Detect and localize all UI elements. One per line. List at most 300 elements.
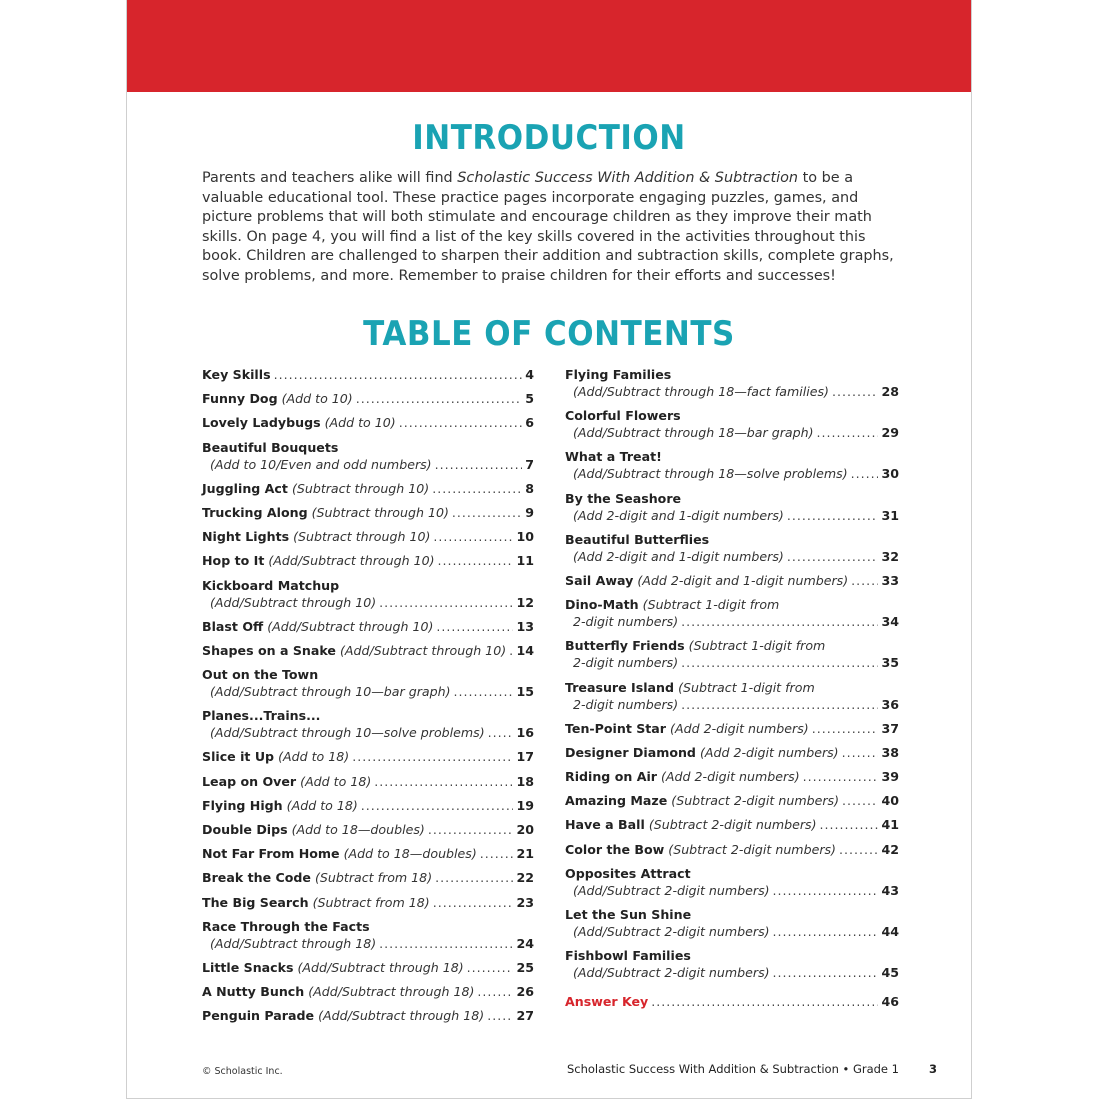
toc-entry-skill: (Add to 18) (286, 797, 358, 813)
leader-dots (436, 618, 513, 635)
toc-entry-skill: (Add/Subtract 2-digit numbers) (573, 882, 770, 898)
toc-entry-line (565, 768, 899, 785)
leader-dots (773, 882, 879, 899)
answer-key-title: Answer Key (565, 994, 649, 1010)
toc-entry-skill: (Add/Subtract through 18—fact families) (573, 384, 829, 399)
leader-dots (433, 894, 514, 911)
toc-entry-line (202, 707, 534, 724)
toc-entry (202, 642, 534, 659)
toc-entry-line (202, 439, 534, 456)
toc-entry-title-group (202, 439, 338, 456)
toc-entry (202, 748, 534, 765)
toc-entry-line (565, 448, 899, 465)
intro-text-start: Parents and teachers alike will find (202, 170, 458, 186)
toc-entry-title: Lovely Ladybugs (202, 415, 321, 431)
page-number: 3 (928, 1062, 937, 1076)
toc-entry-title: Kickboard Matchup (202, 577, 340, 593)
toc-entry-skill: 2-digit numbers) (573, 614, 679, 630)
toc-entry (565, 947, 899, 981)
toc-entry-line (202, 390, 534, 407)
toc-entry (202, 959, 534, 976)
toc-entry (202, 983, 534, 1000)
toc-entry-title-group (202, 504, 449, 521)
leader-dots (651, 993, 878, 1010)
toc-entry (565, 792, 899, 809)
toc-entry (202, 797, 534, 814)
toc-entry-title-group (565, 947, 691, 964)
toc-entry-title: Designer Diamond (565, 744, 696, 760)
toc-entry-skill: (Add/Subtract through 10—bar graph) (210, 684, 451, 700)
toc-entry (565, 768, 899, 785)
toc-entry-line (202, 797, 534, 814)
page-footer (567, 1062, 937, 1076)
toc-entry-line (202, 918, 534, 935)
toc-entry-title-group (565, 531, 709, 548)
toc-entry-title-group (202, 552, 435, 569)
toc-entry-title: Riding on Air (565, 769, 657, 785)
toc-entry-page: 4 (525, 367, 534, 382)
toc-entry-line (202, 666, 534, 683)
leader-dots (428, 821, 514, 838)
toc-entry-page: 28 (881, 384, 899, 399)
toc-entry-skill: (Subtract 2-digit numbers) (668, 841, 836, 857)
toc-entry-skill: (Add/Subtract through 18) (210, 935, 377, 951)
toc-entry-title-group (565, 744, 839, 761)
toc-entry-page: 8 (525, 480, 534, 496)
leader-dots (509, 642, 513, 659)
toc-entry-page: 23 (516, 894, 534, 910)
leader-dots (816, 424, 878, 441)
toc-entry (202, 773, 534, 790)
leader-dots (435, 456, 523, 473)
book-page (126, 0, 972, 1099)
toc-entry (565, 637, 899, 671)
toc-entry-line (202, 577, 534, 594)
toc-entry-title: Flying High (202, 797, 283, 813)
leader-dots (787, 548, 879, 565)
toc-entry-title-group (202, 414, 396, 431)
toc-entry-skill: (Subtract 2-digit numbers) (648, 817, 817, 833)
toc-entry-title: Double Dips (202, 822, 288, 837)
leader-dots (352, 748, 513, 765)
toc-entry-page: 6 (525, 415, 534, 431)
toc-entry (202, 390, 534, 407)
toc-entry-title: Dino-Math (565, 597, 639, 613)
toc-entry (202, 366, 534, 383)
toc-entry-skill: (Subtract 1-digit from (688, 638, 826, 654)
toc-entry-page: 21 (516, 846, 534, 862)
leader-dots (851, 465, 879, 482)
leader-dots (477, 983, 513, 1000)
toc-entry-line (565, 841, 899, 858)
toc-entry-line (202, 935, 534, 952)
toc-entry-skill: 2-digit numbers) (573, 696, 679, 712)
toc-entry-line (565, 654, 899, 671)
toc-entry-title-group (565, 572, 848, 589)
toc-entry-page: 9 (525, 504, 534, 520)
leader-dots (432, 480, 522, 497)
toc-entry-line (565, 531, 899, 548)
leader-dots (435, 869, 513, 886)
toc-entry-line (565, 816, 899, 833)
toc-entry-line (202, 366, 534, 383)
toc-entry-line (202, 414, 534, 431)
toc-entry-page: 11 (516, 553, 534, 569)
toc-entry-title-group (202, 983, 474, 1000)
toc-entry-title: By the Seashore (565, 490, 682, 506)
leader-dots (832, 383, 879, 400)
toc-entry-title-group (202, 845, 477, 862)
toc-entry-page: 14 (516, 642, 534, 658)
toc-entry-skill: (Add to 10) (324, 415, 396, 431)
toc-entry-line (565, 407, 899, 424)
toc-entry-line (202, 528, 534, 545)
toc-entry (565, 816, 899, 833)
leader-dots (361, 797, 514, 814)
toc-entry-line (565, 366, 899, 383)
toc-entry-title-group (202, 366, 271, 383)
copyright-text: © Scholastic Inc. (202, 1066, 283, 1077)
toc-entry (202, 528, 534, 545)
toc-entry (202, 918, 534, 952)
toc-entry-title: Key Skills (202, 367, 271, 382)
toc-entry-title-group (565, 816, 817, 833)
toc-entry-title: Slice it Up (202, 749, 275, 765)
leader-dots (487, 1007, 513, 1024)
toc-entry-title-group (565, 768, 800, 785)
toc-entry-skill: (Add/Subtract 2-digit numbers) (573, 965, 770, 981)
toc-entry-title: Leap on Over (202, 773, 297, 789)
toc-entry-title: Shapes on a Snake (202, 642, 336, 658)
toc-entry (202, 577, 534, 611)
toc-entry-line (202, 869, 534, 886)
leader-dots (467, 959, 514, 976)
toc-entry-title-group (202, 869, 432, 886)
toc-entry (565, 720, 899, 737)
toc-entry-skill: (Subtract through 10) (291, 480, 430, 496)
toc-entry-skill: (Add to 18) (300, 773, 372, 789)
introduction-heading: INTRODUCTION (412, 118, 686, 158)
toc-entry (202, 480, 534, 497)
toc-entry-title: Little Snacks (202, 959, 294, 975)
toc-entry-title-group (565, 366, 671, 383)
leader-dots (803, 768, 879, 785)
toc-entry-skill: (Subtract from 18) (312, 894, 430, 910)
toc-entry-line (202, 456, 534, 473)
leader-dots (681, 654, 878, 671)
toc-entry (565, 572, 899, 589)
toc-entry-title-group (202, 918, 370, 935)
toc-entry-page: 41 (881, 817, 899, 833)
toc-entry-skill: (Add/Subtract through 18—solve problems) (573, 466, 848, 482)
toc-left-column (202, 366, 534, 1032)
toc-entry-line (202, 642, 534, 659)
toc-entry (565, 841, 899, 858)
leader-dots (453, 683, 513, 700)
toc-entry-skill: (Add 2-digit and 1-digit numbers) (573, 548, 784, 564)
toc-entry-title: Let the Sun Shine (565, 907, 692, 922)
toc-entry-title-group (565, 792, 839, 809)
toc-entry (202, 504, 534, 521)
toc-entry-page: 7 (525, 456, 534, 472)
toc-entry-title: Break the Code (202, 870, 311, 886)
toc-entry-skill: (Add to 10) (281, 391, 353, 407)
leader-dots (851, 572, 878, 589)
toc-entry-title-group (565, 679, 815, 696)
toc-entry-line (202, 748, 534, 765)
toc-entry-line (202, 773, 534, 790)
toc-entry-page: 16 (516, 725, 534, 741)
toc-entry-page: 30 (881, 466, 899, 482)
toc-entry-title: Juggling Act (202, 480, 288, 496)
toc-entry-title: Out on the Town (202, 667, 319, 683)
toc-entry-line (565, 964, 899, 981)
introduction-paragraph (202, 169, 902, 286)
leader-dots (379, 594, 513, 611)
toc-entry-line (565, 507, 899, 524)
answer-key-page: 46 (881, 994, 899, 1010)
leader-dots (842, 792, 878, 809)
toc-entry-page: 39 (881, 769, 899, 785)
answer-key-entry (565, 993, 899, 1010)
toc-entry-skill: (Subtract 2-digit numbers) (671, 793, 839, 809)
toc-entry-line (202, 683, 534, 700)
toc-entry-title-group (202, 707, 320, 724)
toc-entry-page: 12 (516, 594, 534, 610)
toc-entry-title: Beautiful Butterflies (565, 531, 710, 547)
toc-entry-page: 35 (881, 655, 899, 671)
toc-entry-title: Race Through the Facts (202, 918, 370, 934)
leader-dots (274, 366, 523, 383)
toc-entry-title-group (202, 959, 464, 976)
toc-entry-line (565, 720, 899, 737)
toc-entry-title: The Big Search (202, 894, 309, 910)
toc-entry-line (202, 894, 534, 911)
toc-entry-page: 38 (881, 744, 899, 760)
toc-entry-line (565, 465, 899, 482)
leader-dots (787, 507, 879, 524)
leader-dots (681, 613, 878, 630)
toc-entry-line (565, 596, 899, 613)
toc-entry-skill: (Add to 18) (278, 749, 350, 765)
toc-entry-line (565, 792, 899, 809)
toc-entry-page: 33 (881, 572, 899, 588)
toc-entry-title: Not Far From Home (202, 846, 340, 862)
toc-entry-title: Amazing Maze (565, 793, 668, 809)
leader-dots (438, 552, 514, 569)
toc-entry-skill: (Add/Subtract through 18—bar graph) (573, 425, 814, 441)
toc-entry-page: 42 (881, 841, 899, 857)
toc-entry-line (202, 504, 534, 521)
toc-entry-title: Sail Away (565, 572, 634, 588)
leader-dots (399, 414, 523, 431)
leader-dots (374, 773, 513, 790)
toc-entry-line (202, 845, 534, 862)
toc-entry-line (565, 613, 899, 630)
toc-entry-skill: (Subtract from 18) (315, 870, 433, 886)
toc-entry-page: 43 (881, 882, 899, 898)
toc-entry (565, 531, 899, 565)
intro-text-end: to be a valuable educational tool. These practice pages incorporate engaging puzzles, games, and picture problems that will both stimulate and encourage children as they improve their math skills. On page 4, you will find a list of the key skills covered in the activities throughout this book. Children are challenged to sharpen their addition and subtraction skills, complete graphs, solve problems, and more. Remember to praise children for their efforts and successes! (202, 170, 894, 284)
toc-entry-page: 31 (881, 507, 899, 523)
toc-entry-title-group (565, 596, 779, 613)
leader-dots (452, 504, 522, 521)
toc-entry-title-group (202, 773, 371, 790)
toc-entry-title-group (202, 618, 433, 635)
leader-dots (356, 390, 523, 407)
toc-entry-page: 17 (516, 749, 534, 765)
toc-entry-line (202, 959, 534, 976)
toc-entry-title: Beautiful Bouquets (202, 439, 339, 455)
toc-entry-title-group (565, 841, 836, 858)
toc-entry-title: Treasure Island (565, 679, 675, 695)
toc-entry (565, 366, 899, 400)
toc-entry-skill: (Add/Subtract through 18) (308, 984, 475, 1000)
leader-dots (773, 964, 879, 981)
leader-dots (842, 744, 879, 761)
toc-entry (202, 666, 534, 700)
toc-entry-line (565, 572, 899, 589)
toc-entry-skill: 2-digit numbers) (573, 655, 679, 671)
toc-entry (202, 618, 534, 635)
toc-entry-title: Planes...Trains... (202, 708, 321, 724)
toc-entry (202, 552, 534, 569)
toc-entry-line (565, 424, 899, 441)
toc-heading: TABLE OF CONTENTS (363, 314, 735, 354)
toc-entry-line (565, 923, 899, 940)
toc-entry-title-group (202, 480, 429, 497)
toc-entry-page: 22 (516, 870, 534, 886)
toc-entry-skill: (Subtract 1-digit from (642, 597, 780, 613)
leader-dots (812, 720, 879, 737)
toc-entry-line (565, 490, 899, 507)
toc-entry-page: 40 (881, 793, 899, 809)
toc-entry-line (202, 480, 534, 497)
toc-entry-page: 18 (516, 773, 534, 789)
toc-entry-skill: (Add 2-digit and 1-digit numbers) (573, 507, 784, 523)
toc-entry-title-group (202, 528, 430, 545)
toc-entry-page: 34 (881, 614, 899, 630)
toc-entry-page: 24 (516, 935, 534, 951)
toc-entry-line (202, 594, 534, 611)
toc-entry-line (202, 552, 534, 569)
toc-entry-title: Have a Ball (565, 817, 645, 833)
toc-entry-line (565, 637, 899, 654)
toc-entry-title-group (202, 666, 318, 683)
toc-entry-title: Blast Off (202, 618, 264, 634)
toc-entry-page: 26 (516, 984, 534, 1000)
leader-dots (488, 724, 514, 741)
toc-entry (202, 439, 534, 473)
toc-entry-title-group (202, 821, 425, 838)
toc-entry (202, 1007, 534, 1024)
toc-entry-line (565, 383, 899, 400)
toc-entry-skill: (Subtract through 10) (311, 504, 449, 520)
toc-entry-title-group (565, 865, 691, 882)
toc-entry-title: Trucking Along (202, 504, 308, 520)
toc-entry (202, 707, 534, 741)
toc-entry-line (565, 906, 899, 923)
leader-dots (681, 696, 878, 713)
toc-entry-title: Funny Dog (202, 391, 278, 407)
toc-entry-line (565, 744, 899, 761)
toc-entry-title: Butterfly Friends (565, 638, 685, 654)
footer-book-title: Scholastic Success With Addition & Subtraction • Grade 1 (566, 1062, 899, 1076)
toc-entry (202, 821, 534, 838)
toc-entry-title: Color the Bow (565, 841, 665, 857)
toc-entry-line (202, 983, 534, 1000)
toc-entry-title: Opposites Attract (565, 865, 691, 881)
toc-entry-page: 27 (516, 1008, 534, 1024)
toc-entry-title-group (565, 448, 662, 465)
toc-entry-skill: (Add to 18—doubles) (291, 822, 425, 837)
toc-entry-title-group (202, 577, 339, 594)
toc-entry-skill: (Add/Subtract through 10) (339, 642, 507, 658)
toc-entry-page: 45 (881, 965, 899, 981)
leader-dots (773, 923, 879, 940)
toc-entry (565, 906, 899, 940)
toc-entry-line (565, 865, 899, 882)
header-band (127, 0, 971, 92)
intro-book-title: Scholastic Success With Addition & Subtraction (457, 170, 799, 186)
toc-entry-skill: (Add 2-digit numbers) (661, 769, 800, 785)
toc-entry-skill: (Add/Subtract through 10—solve problems) (210, 725, 485, 741)
toc-entry (565, 448, 899, 482)
toc-entry-title-group (202, 797, 358, 814)
leader-dots (839, 841, 878, 858)
toc-entry-line (202, 724, 534, 741)
toc-entry-skill: (Add/Subtract through 18) (297, 959, 464, 975)
toc-entry-skill: (Add to 10/Even and odd numbers) (210, 456, 432, 472)
toc-entry-skill: (Add/Subtract through 10) (268, 553, 435, 569)
leader-dots (820, 816, 879, 833)
toc-entry (565, 744, 899, 761)
toc-right-column (565, 366, 899, 1017)
toc-entry-title-group (202, 1007, 484, 1024)
toc-entry-skill: (Add 2-digit and 1-digit numbers) (637, 572, 849, 588)
toc-entry-title: Night Lights (202, 529, 290, 545)
toc-entry-page: 37 (881, 720, 899, 736)
toc-entry-line (202, 1007, 534, 1024)
leader-dots (433, 528, 513, 545)
toc-entry-title-group (565, 637, 825, 654)
toc-entry-page: 36 (881, 696, 899, 712)
toc-entry (565, 865, 899, 899)
toc-entry-line (202, 618, 534, 635)
toc-entry-page: 25 (516, 959, 534, 975)
toc-entry-title: What a Treat! (565, 449, 662, 465)
toc-entry-title-group (202, 894, 430, 911)
leader-dots (379, 935, 513, 952)
toc-entry-title: Penguin Parade (202, 1008, 315, 1024)
toc-entry-page: 10 (516, 529, 534, 545)
toc-entry (565, 679, 899, 713)
toc-entry-skill: (Subtract 1-digit from (678, 679, 815, 695)
toc-entry-title: Hop to It (202, 553, 265, 569)
toc-entry (565, 596, 899, 630)
toc-entry-title-group (202, 642, 506, 659)
toc-entry-title: Ten-Point Star (565, 720, 667, 736)
toc-entry-skill: (Add/Subtract through 10) (210, 594, 377, 610)
toc-entry-title: Fishbowl Families (565, 948, 691, 964)
toc-entry-title-group (565, 906, 691, 923)
toc-entry-skill: (Add to 18—doubles) (343, 846, 477, 862)
toc-entry-line (565, 947, 899, 964)
leader-dots (480, 845, 514, 862)
toc-entry-page: 5 (525, 391, 534, 407)
toc-entry-skill: (Add/Subtract 2-digit numbers) (573, 924, 770, 939)
toc-entry-page: 20 (516, 822, 534, 837)
